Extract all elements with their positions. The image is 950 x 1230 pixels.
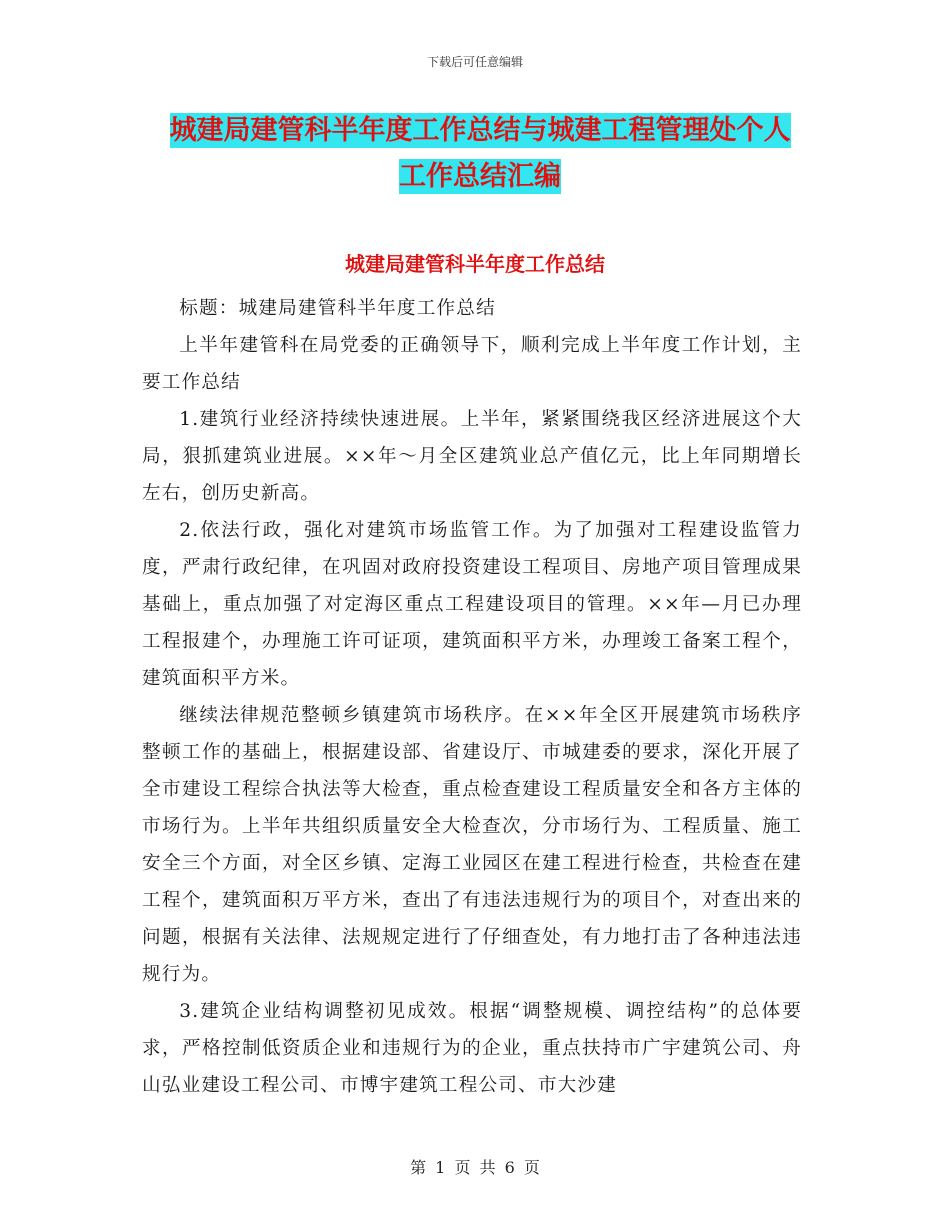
document-title-line-1: 城建局建管科半年度工作总结与城建工程管理处个人 [169,115,791,146]
paragraph: 2.依法行政，强化对建筑市场监管工作。为了加强对工程建设监管力度，严肃行政纪律，在巩固对政府投资建设工程项目、房地产项目管理成果基础上，重点加强了对定海区重点工程建设项目的管理。××年—月已办理工程报建个，办理施工许可证项，建筑面积平方米，办理竣工备案工程个，建筑面积平方米。 [142,520,802,689]
paragraph: 3.建筑企业结构调整初见成效。根据“调整规模、调控结构”的总体要求，严格控制低资质企业和违规行为的企业，重点扶持市广宇建筑公司、舟山弘业建设工程公司、市博宇建筑工程公司、市大沙建 [142,1001,802,1096]
paragraph: 上半年建管科在局党委的正确领导下，顺利完成上半年度工作计划，主要工作总结 [142,335,802,393]
document-title [150,108,810,200]
paragraph: 继续法律规范整顿乡镇建筑市场秩序。在××年全区开展建筑市场秩序整顿工作的基础上，根据建设部、省建设厅、市城建委的要求，深化开展了全市建设工程综合执法等大检查，重点检查建设工程质量安全和各方主体的市场行为。上半年共组织质量安全大检查次，分市场行为、工程质量、施工安全三个方面，对全区乡镇、定海工业园区在建工程进行检查，共检查在建工程个，建筑面积万平方米，查出了有违法违规行为的项目个，对查出来的问题，根据有关法律、法规规定进行了仔细查处，有力地打击了各种违法违规行为。 [142,705,802,985]
section-title: 城建局建管科半年度工作总结 [345,252,605,276]
paragraph: 1.建筑行业经济持续快速进展。上半年，紧紧围绕我区经济进展这个大局，狠抓建筑业进展。××年～月全区建筑业总产值亿元，比上年同期增长左右，创历史新高。 [142,409,802,504]
page-footer: 第 1 页 共 6 页 [410,1158,540,1177]
header-note: 下载后可任意编辑 [426,55,523,69]
document-title-line-2: 工作总结汇编 [399,161,561,192]
body-text [142,290,802,1104]
paragraph: 标题：城建局建管科半年度工作总结 [179,298,496,319]
